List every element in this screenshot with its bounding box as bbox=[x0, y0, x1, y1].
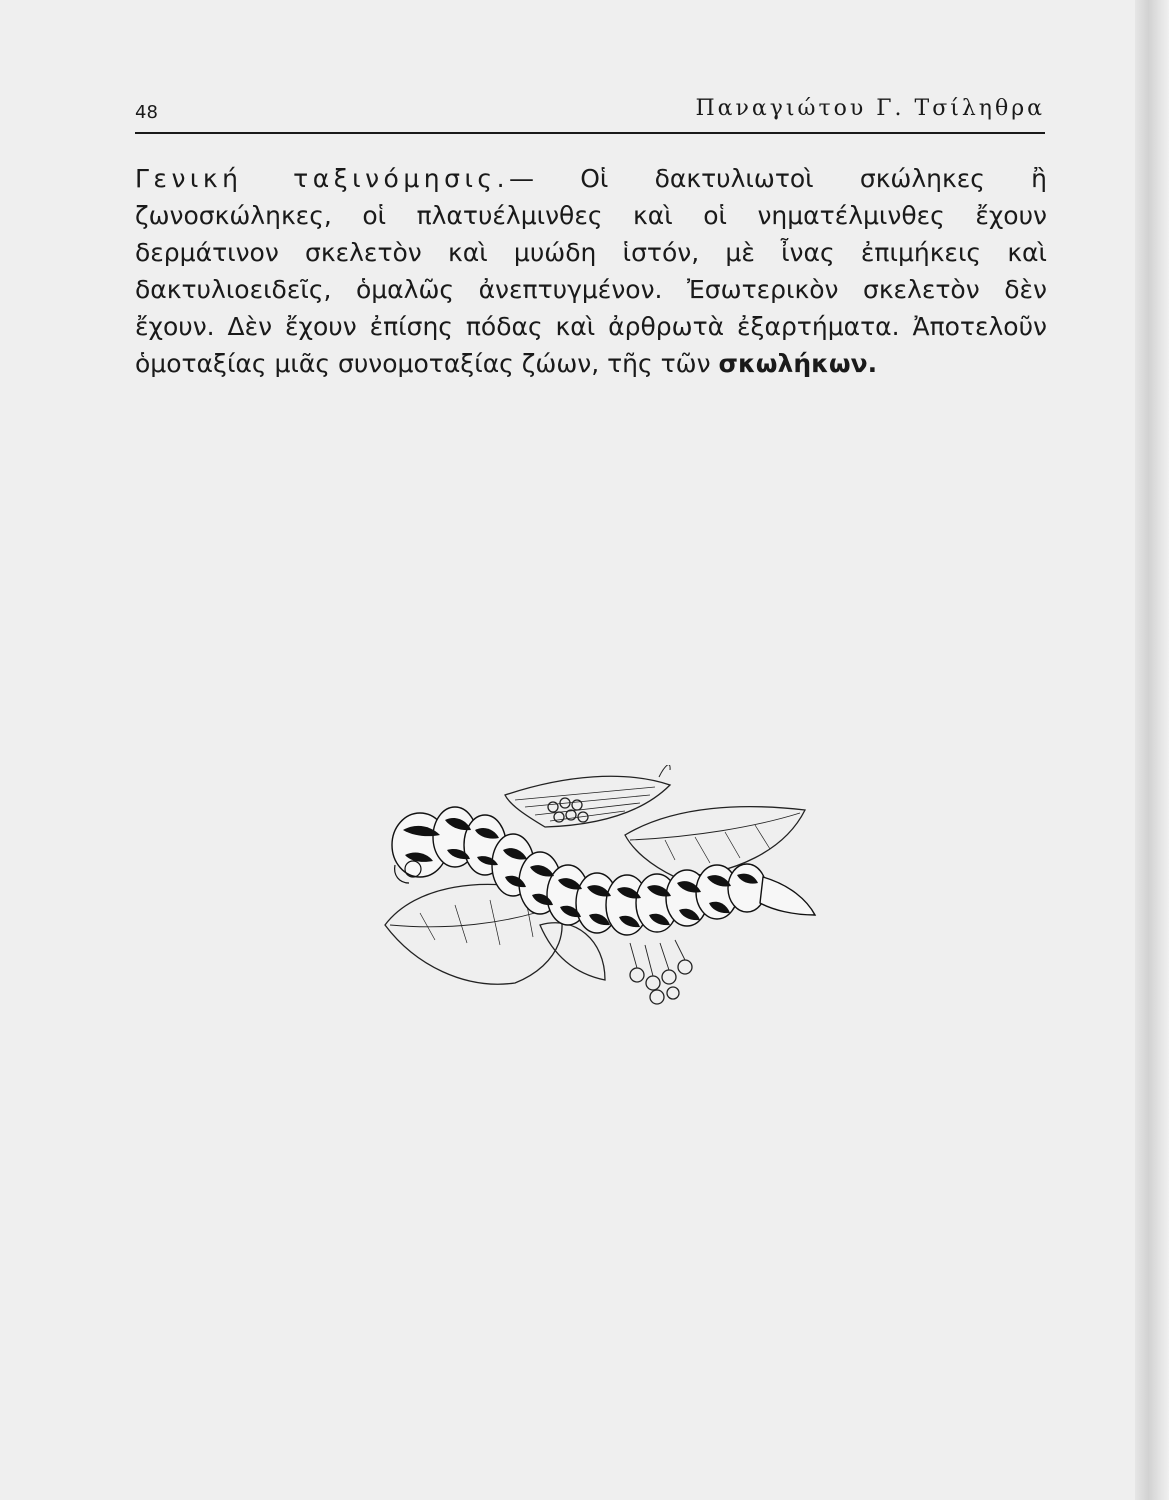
page-number: 48 bbox=[135, 102, 158, 123]
em-dash: — bbox=[509, 164, 581, 193]
section-heading: Γενική ταξινόμησις. bbox=[135, 164, 510, 193]
running-head: Παναγιώτου Γ. Τσίληθρα bbox=[695, 96, 1045, 121]
paragraph-text: Οἱ δακτυλιωτοὶ σκώληκες ἢ ζωνοσκώληκες, οἱ πλατυέλμινθες καὶ οἱ νηματέλμινθες ἔχουν δερμάτινον σκελετὸν καὶ μυώδη ἱστόν, μὲ ἶνας ἐπιμήκεις καὶ δακτυλιοειδεῖς, ὁμαλῶς ἀνεπτυγμένον. Ἐσωτερικὸν σκελετὸν δὲν ἔχουν. Δὲν ἔχουν ἐπίσης πόδας καὶ ἀρθρωτὰ ἐξαρτήματα. Ἀποτελοῦν ὁμοταξίας μιᾶς συνομοταξίας ζώων, τῆς τῶν bbox=[135, 164, 1047, 378]
emphasis-term: σκωλήκων. bbox=[718, 349, 878, 378]
page-header bbox=[135, 96, 1045, 134]
caterpillar-illustration bbox=[375, 765, 830, 1010]
page-edge-shadow bbox=[1135, 0, 1169, 1500]
body-paragraph bbox=[135, 160, 1047, 382]
